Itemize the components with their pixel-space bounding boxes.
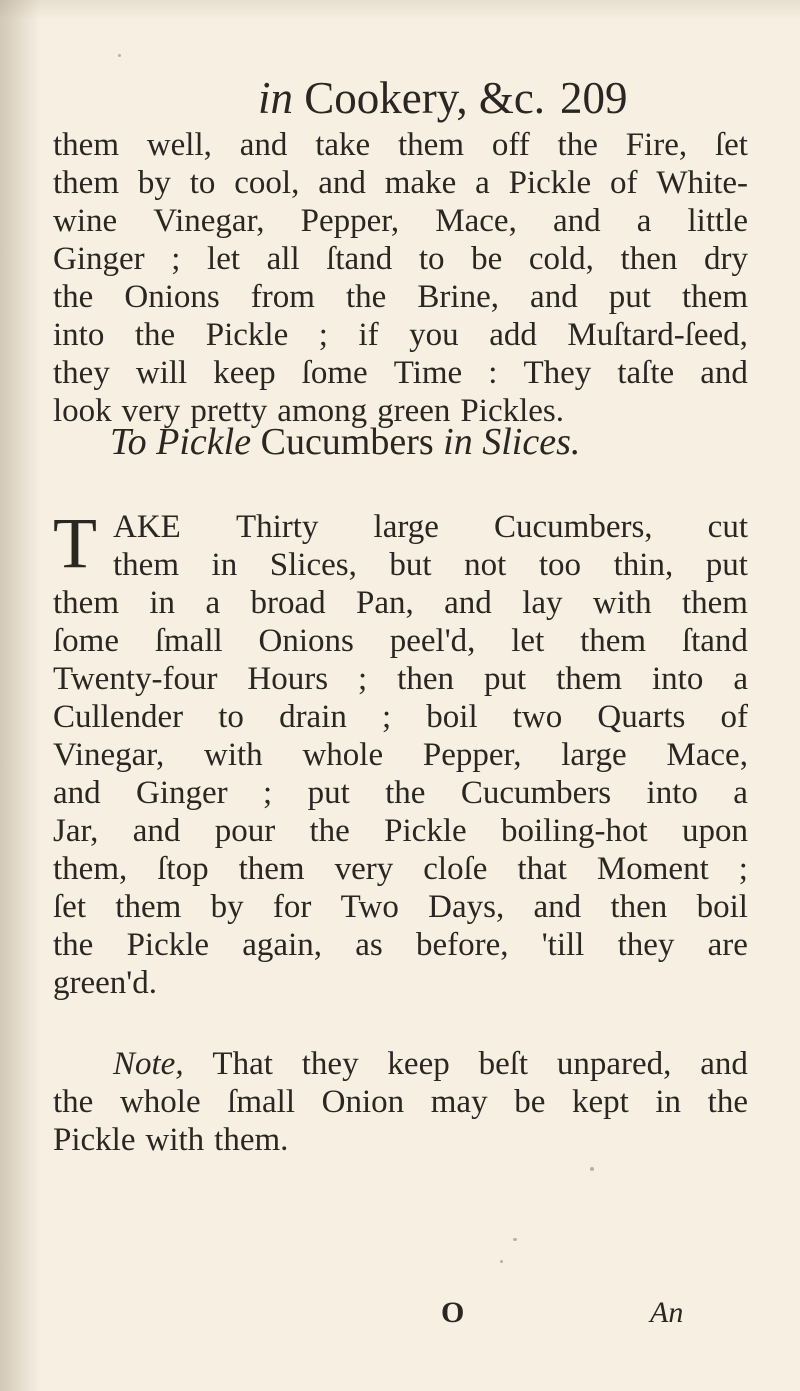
- word: kept: [571, 1084, 629, 1120]
- heading-word: Pickle: [156, 421, 252, 463]
- note-label: Note,: [113, 1046, 184, 1082]
- word: ſmall: [227, 1084, 296, 1120]
- word: the: [707, 1084, 748, 1120]
- word: a: [636, 203, 652, 239]
- word: Pickle: [384, 813, 467, 849]
- word: ;: [358, 661, 368, 697]
- text-line: [113, 508, 748, 546]
- note-paragraph: [53, 1045, 748, 1159]
- word: make: [384, 165, 457, 201]
- word: then: [610, 889, 668, 925]
- ink-speck: [500, 1260, 503, 1263]
- word: wine: [53, 203, 118, 239]
- word: Pickle: [205, 317, 289, 353]
- word: the: [309, 813, 350, 849]
- word: and: [552, 203, 601, 239]
- word: ſome: [301, 355, 368, 391]
- word: Pickle: [126, 927, 210, 963]
- word: look: [53, 393, 112, 429]
- word: Hours: [247, 661, 329, 697]
- word: thin,: [613, 547, 674, 583]
- word: before,: [415, 927, 509, 963]
- word: and: [533, 889, 582, 925]
- word: They: [523, 355, 592, 391]
- continued-paragraph: [53, 126, 748, 430]
- word: Time: [393, 355, 463, 391]
- word: of: [610, 165, 638, 201]
- word: too: [538, 547, 582, 583]
- word: for: [272, 889, 312, 925]
- word: Mace,: [666, 737, 748, 773]
- text-line: [53, 622, 748, 660]
- word: Pickle: [508, 165, 592, 201]
- word: them: [113, 547, 179, 583]
- word: and: [700, 1046, 748, 1082]
- word: whole: [302, 737, 384, 773]
- word: them,: [53, 851, 128, 887]
- word: Onion: [321, 1084, 405, 1120]
- word: large: [373, 509, 439, 545]
- word: Cucumbers: [460, 775, 612, 811]
- word: cut: [707, 509, 748, 545]
- word: Jar,: [53, 813, 99, 849]
- word: ſet: [53, 889, 86, 925]
- word: among: [277, 393, 368, 429]
- word: Onions: [258, 623, 354, 659]
- text-line: [53, 278, 748, 316]
- ink-speck: [118, 54, 121, 57]
- word: ſtand: [326, 241, 393, 277]
- word: and: [530, 279, 578, 315]
- word: 'till: [541, 927, 585, 963]
- heading-word: Slices.: [482, 421, 581, 463]
- word: let: [207, 241, 241, 277]
- word: cool,: [234, 165, 300, 201]
- word: two: [512, 699, 563, 735]
- word: keep: [213, 355, 276, 391]
- word: into: [53, 317, 105, 353]
- word: taſte: [617, 355, 675, 391]
- text-line: [53, 660, 748, 698]
- word: a: [475, 165, 490, 201]
- word: them: [556, 661, 623, 697]
- word: by: [210, 889, 244, 925]
- word: with: [592, 585, 652, 621]
- word: ;: [263, 775, 273, 811]
- word: upon: [681, 813, 748, 849]
- text-line: [53, 126, 748, 164]
- word: well,: [146, 127, 212, 163]
- text-line: [53, 812, 748, 850]
- word: them: [53, 127, 119, 163]
- word: will: [135, 355, 188, 391]
- word: Cullender: [53, 699, 184, 735]
- word: them: [53, 165, 119, 201]
- running-head-title: Cookery: [304, 73, 457, 123]
- word: Pickles.: [460, 393, 564, 429]
- word: but: [389, 547, 432, 583]
- word: them: [398, 127, 464, 163]
- word: boiling-hot: [500, 813, 648, 849]
- text-line: [53, 584, 748, 622]
- text-line: [53, 774, 748, 812]
- word: Onions: [124, 279, 220, 315]
- word: not: [464, 547, 507, 583]
- word: drain: [279, 699, 347, 735]
- word: ;: [171, 241, 181, 277]
- word: Twenty-four: [53, 661, 218, 697]
- word: take: [315, 127, 371, 163]
- word: put: [705, 547, 748, 583]
- word: as: [355, 927, 383, 963]
- word: ;: [382, 699, 392, 735]
- word: with: [204, 737, 263, 773]
- word: by: [137, 165, 171, 201]
- word: Pan,: [356, 585, 414, 621]
- word: Ginger: [136, 775, 228, 811]
- word: broad: [250, 585, 326, 621]
- text-line: [53, 736, 748, 774]
- word: pretty: [190, 393, 268, 429]
- word: the: [385, 775, 426, 811]
- word: Days,: [428, 889, 505, 925]
- text-line: [53, 1045, 748, 1083]
- word: into: [646, 775, 698, 811]
- word: AKE: [113, 509, 181, 545]
- word: from: [250, 279, 315, 315]
- word: a: [733, 775, 748, 811]
- word: ſtop: [157, 851, 209, 887]
- word: ;: [318, 317, 328, 353]
- word: Vinegar,: [53, 737, 165, 773]
- word: the: [134, 317, 176, 353]
- word: boil: [426, 699, 478, 735]
- word: the: [53, 1084, 94, 1120]
- word: Two: [340, 889, 399, 925]
- word: Fire,: [625, 127, 688, 163]
- word: put: [307, 775, 350, 811]
- text-line: [53, 698, 748, 736]
- word: are: [707, 927, 748, 963]
- page-top-shadow: [0, 0, 800, 20]
- word: off: [491, 127, 530, 163]
- word: Ginger: [53, 241, 145, 277]
- word: and: [53, 775, 101, 811]
- word: ſome: [53, 623, 119, 659]
- word: ſet: [714, 127, 748, 163]
- word: they: [53, 355, 110, 391]
- word: put: [608, 279, 651, 315]
- word: in: [655, 1084, 682, 1120]
- word: dry: [703, 241, 748, 277]
- word: of: [720, 699, 748, 735]
- text-line: [53, 850, 748, 888]
- word: add: [489, 317, 537, 353]
- word: beſt: [478, 1046, 529, 1082]
- word: Thirty: [235, 509, 319, 545]
- word: a: [205, 585, 221, 621]
- word: in: [211, 547, 238, 583]
- word: lay: [522, 585, 563, 621]
- word: the: [53, 279, 94, 315]
- word: them: [238, 851, 305, 887]
- recipe-heading: [110, 418, 710, 466]
- word: Cucumbers,: [494, 509, 653, 545]
- word: cloſe: [423, 851, 488, 887]
- recipe-paragraph: [53, 503, 748, 1002]
- word: and: [444, 585, 492, 621]
- word: Slices,: [269, 547, 357, 583]
- text-line: [53, 1083, 748, 1121]
- text-line: [53, 964, 748, 1002]
- running-head: [258, 70, 678, 126]
- word: be: [514, 1084, 546, 1120]
- word: Brine,: [417, 279, 499, 315]
- text-line: [53, 240, 748, 278]
- page-number: 209: [560, 73, 628, 123]
- text-line: [113, 546, 748, 584]
- word: them: [681, 585, 748, 621]
- running-head-prefix: in: [258, 73, 294, 123]
- word: very: [334, 851, 394, 887]
- word: into: [652, 661, 704, 697]
- heading-word: in: [443, 421, 473, 463]
- word: them.: [214, 1122, 289, 1158]
- word: Quarts: [597, 699, 686, 735]
- word: and: [318, 165, 366, 201]
- text-line: [53, 926, 748, 964]
- word: That: [212, 1046, 273, 1082]
- word: ſmall: [154, 623, 223, 659]
- word: very: [121, 393, 181, 429]
- word: then: [397, 661, 454, 697]
- page-edge-shadow: [0, 0, 40, 1391]
- word: put: [483, 661, 527, 697]
- word: peel'd,: [389, 623, 476, 659]
- word: may: [430, 1084, 488, 1120]
- word: ;: [738, 851, 748, 887]
- drop-cap: T: [53, 503, 97, 583]
- word: Pepper,: [300, 203, 400, 239]
- ink-speck: [513, 1238, 517, 1241]
- word: green'd.: [53, 965, 157, 1001]
- word: then: [620, 241, 678, 277]
- word: keep: [387, 1046, 450, 1082]
- word: all: [266, 241, 300, 277]
- word: that: [517, 851, 567, 887]
- word: you: [409, 317, 459, 353]
- text-line: [53, 1121, 748, 1159]
- heading-word: Cucumbers: [260, 421, 434, 463]
- word: :: [488, 355, 498, 391]
- word: a: [733, 661, 748, 697]
- word: be: [471, 241, 503, 277]
- word: with: [145, 1122, 205, 1158]
- text-line: [53, 202, 748, 240]
- text-line: [53, 888, 748, 926]
- word: and: [700, 355, 748, 391]
- signature-mark: O: [441, 1296, 465, 1329]
- word: the: [557, 127, 598, 163]
- text-line: [53, 316, 748, 354]
- word: and: [239, 127, 288, 163]
- word: Moment: [596, 851, 709, 887]
- word: if: [358, 317, 379, 353]
- word: they: [301, 1046, 359, 1082]
- word: in: [149, 585, 176, 621]
- word: to: [189, 165, 216, 201]
- text-line: [53, 354, 748, 392]
- word: they: [617, 927, 675, 963]
- ink-speck: [590, 1167, 594, 1171]
- word: Vinegar,: [153, 203, 265, 239]
- word: the: [346, 279, 387, 315]
- word: unpared,: [556, 1046, 672, 1082]
- word: Pepper,: [422, 737, 522, 773]
- word: green: [377, 393, 451, 429]
- running-head-suffix: , &c.: [456, 73, 546, 123]
- catchword: An: [650, 1296, 684, 1329]
- word: the: [53, 927, 94, 963]
- word: little: [687, 203, 748, 239]
- word: to: [218, 699, 244, 735]
- word: let: [511, 623, 545, 659]
- word: large: [561, 737, 627, 773]
- word: White-: [656, 165, 748, 201]
- heading-word: To: [110, 421, 147, 463]
- word: them: [580, 623, 647, 659]
- word: them: [115, 889, 182, 925]
- word: them: [682, 279, 748, 315]
- word: Mace,: [435, 203, 517, 239]
- word: whole: [119, 1084, 201, 1120]
- text-line: [53, 164, 748, 202]
- word: them: [53, 585, 119, 621]
- word: cold,: [528, 241, 594, 277]
- word: boil: [696, 889, 748, 925]
- word: pour: [214, 813, 276, 849]
- word: and: [132, 813, 181, 849]
- word: Muſtard-ſeed,: [567, 317, 748, 353]
- word: to: [418, 241, 445, 277]
- word: again,: [242, 927, 322, 963]
- word: Pickle: [53, 1122, 136, 1158]
- word: ſtand: [681, 623, 748, 659]
